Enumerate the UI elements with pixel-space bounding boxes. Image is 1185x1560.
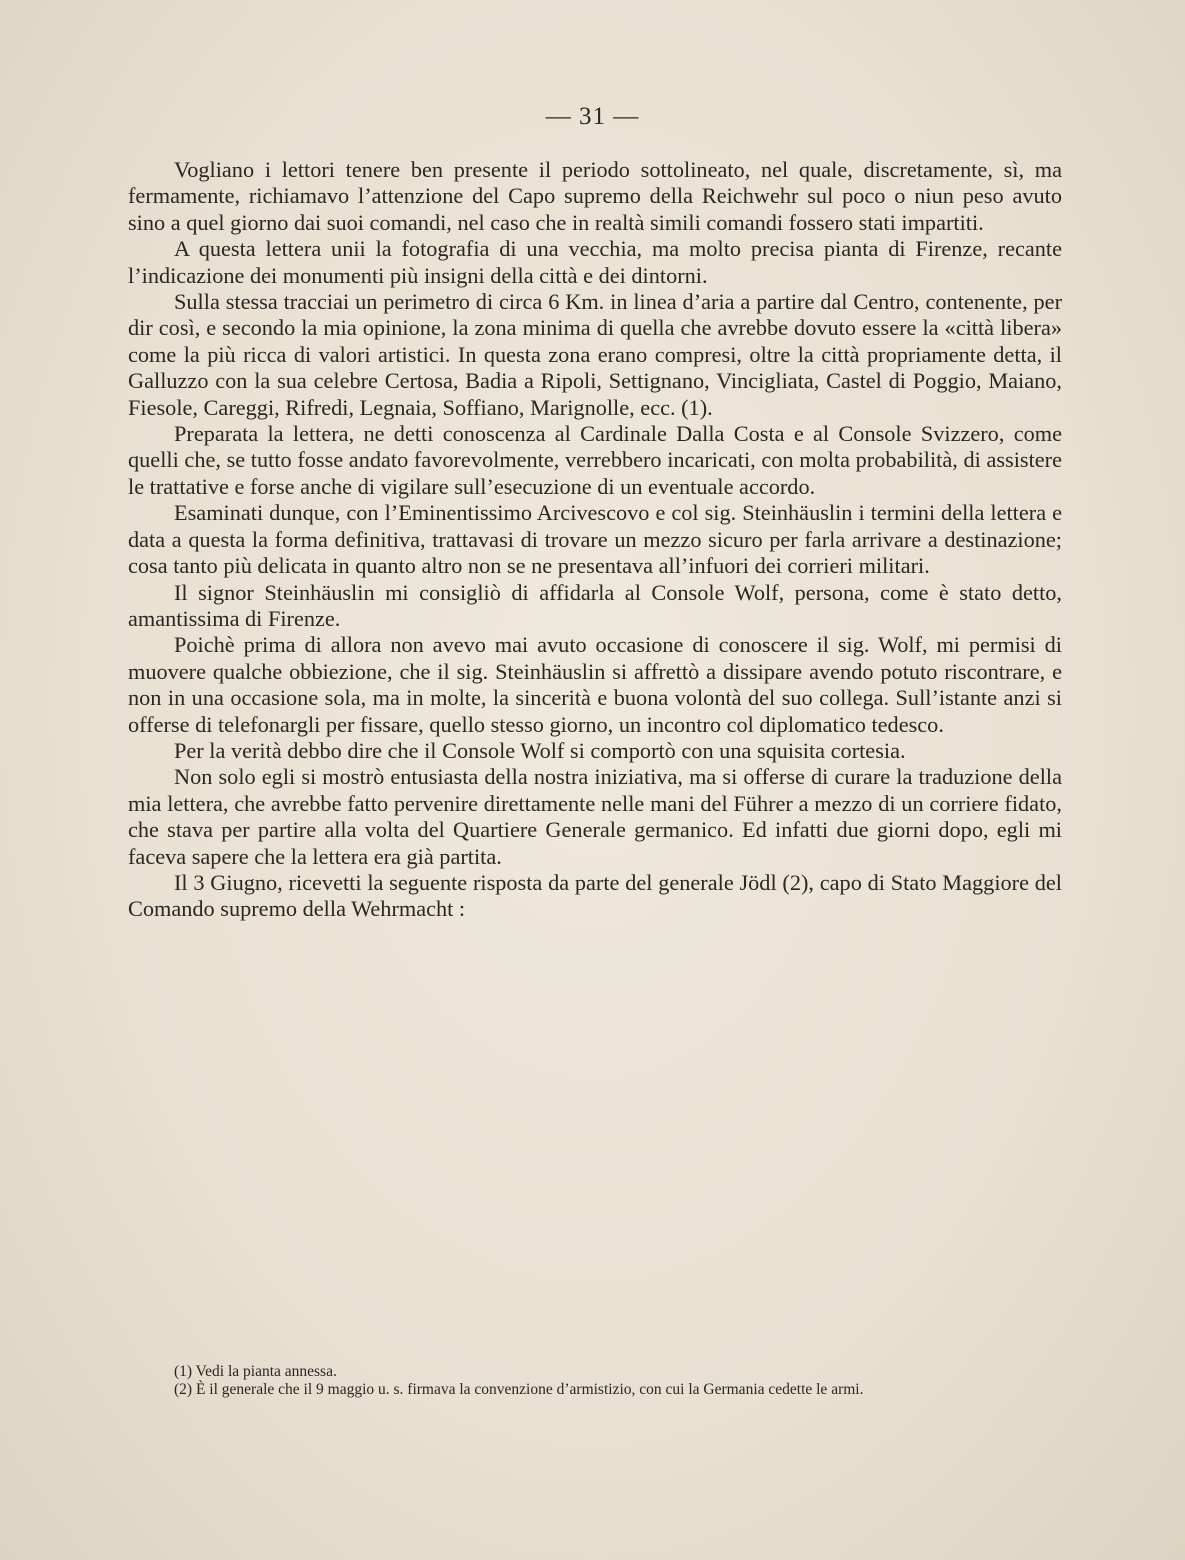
- paragraph: Il 3 Giugno, ricevetti la seguente risposta da parte del generale Jödl (2), capo di Stato Maggiore del Comando supremo della Wehrmacht :: [128, 869, 1062, 922]
- footnotes: [128, 1365, 1062, 1397]
- paragraph: Sulla stessa tracciai un perimetro di circa 6 Km. in linea d’aria a partire dal Centro, contenente, per dir così, e secondo la mia opinione, la zona minima di quella che avrebbe dovuto essere la «città libera» come la più ricca di valori artistici. In questa zona erano compresi, oltre la città propriamente detta, il Galluzzo con la sua celebre Certosa, Badia a Ripoli, Settignano, Vincigliata, Castel di Poggio, Maiano, Fiesole, Careggi, Rifredi, Legnaia, Soffiano, Marignolle, ecc. (1).: [128, 289, 1062, 420]
- paragraph: Poichè prima di allora non avevo mai avuto occasione di conoscere il sig. Wolf, mi permisi di muovere qualche obbiezione, che il sig. Steinhäuslin si affrettò a dissipare avendo potuto riscontrare, e non in una occasione sola, ma in molte, la sincerità e buona volontà del suo collega. Sull’istante anzi si offerse di telefonargli per fissare, quello stesso giorno, un incontro col diplomatico tedesco.: [128, 632, 1062, 737]
- paragraph: Esaminati dunque, con l’Eminentissimo Arcivescovo e col sig. Steinhäuslin i termini della lettera e data a questa la forma definitiva, trattavasi di trovare un mezzo sicuro per farla arrivare a destinazione; cosa tanto più delicata in quanto altro non se ne presentava all’infuori dei corrieri militari.: [128, 500, 1062, 579]
- footnote: (1) Vedi la pianta annessa.: [174, 1363, 337, 1380]
- body-text: [128, 157, 1062, 923]
- paragraph: Preparata la lettera, ne detti conoscenza al Cardinale Dalla Costa e al Console Svizzero, come quelli che, se tutto fosse andato favorevolmente, verrebbero incaricati, con molta probabilità, di assistere le trattative e forse anche di vigilare sull’esecuzione di un eventuale accordo.: [128, 421, 1062, 499]
- footnote: (2) È il generale che il 9 maggio u. s. firmava la convenzione d’armistizio, con cui la Germania cedette le armi.: [174, 1381, 864, 1398]
- paragraph: Vogliano i lettori tenere ben presente il periodo sottolineato, nel quale, discretamente, sì, ma fermamente, richiamavo l’attenzione del Capo supremo della Reichwehr sul poco o niun peso avuto sino a quel giorno dai suoi comandi, nel caso che in realtà simili comandi fossero stati impartiti.: [128, 157, 1062, 235]
- page-number: — 31 —: [545, 103, 640, 130]
- paragraph: Il signor Steinhäuslin mi consigliò di affidarla al Console Wolf, persona, come è stato detto, amantissima di Firenze.: [128, 579, 1062, 631]
- paragraph: Per la verità debbo dire che il Console Wolf si comportò con una squisita cortesia.: [174, 737, 906, 763]
- paragraph: Non solo egli si mostrò entusiasta della nostra iniziativa, ma si offerse di curare la traduzione della mia lettera, che avrebbe fatto pervenire direttamente nelle mani del Führer a mezzo di un corriere fidato, che stava per partire alla volta del Quartiere Generale germanico. Ed infatti due giorni dopo, egli mi faceva sapere che la lettera era già partita.: [128, 764, 1062, 869]
- paragraph: A questa lettera unii la fotografia di una vecchia, ma molto precisa pianta di Firenze, recante l’indicazione dei monumenti più insigni della città e dei dintorni.: [128, 236, 1062, 288]
